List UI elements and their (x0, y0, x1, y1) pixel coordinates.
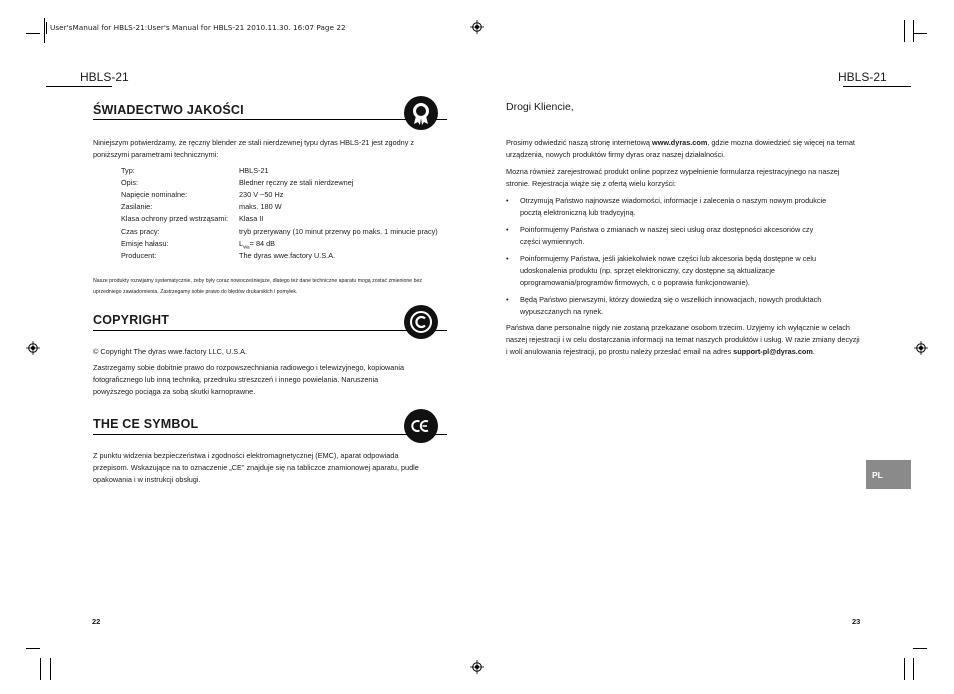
quality-section-title: ŚWIADECTWO JAKOŚCI (93, 103, 244, 117)
ce-mark-icon (404, 409, 438, 443)
registration-mark-icon (470, 660, 484, 674)
spec-value: The dyras wwe.factory U.S.A. (239, 251, 336, 260)
spec-key: Czas pracy: (121, 227, 160, 236)
intro-text-rest: , gdzie mozna dowiedzieć się więcej na temat urządzenia, nowych produktów firmy dyras oraz naszej działalności. (506, 138, 855, 159)
spec-key: Klasa ochrony przed wstrząsami: (121, 214, 229, 223)
copyright-title-rule (93, 330, 447, 331)
noise-subscript: Wa (243, 244, 250, 250)
intro-paragraph (506, 137, 858, 161)
registration-paragraph: Mozna również zarejestrować produkt online poprzez wypełnienie formularza rejestracyjnego na naszej stronie. Rejestracja wiąże się z ofertą wielu korzyści: (506, 167, 840, 188)
spec-value: HBLS-21 (239, 166, 269, 175)
model-label-right: HBLS-21 (838, 70, 887, 84)
spec-key: Producent: (121, 251, 157, 260)
crop-mark (904, 20, 905, 42)
crop-mark (904, 658, 905, 680)
privacy-text: Państwa dane personalne nigdy nie zostaną przekazane osobom trzecim. Uzyjemy ich wyłącznie w celach naszej rejestracji i w celu dostarczania informacji na temat naszych produktów i usług. W razie zmiany decyzji i woli anulowania rejestracji, po prostu należy przesłać email na adres (506, 323, 860, 356)
ce-section-title: THE CE SYMBOL (93, 417, 199, 431)
language-tab: PL (866, 460, 911, 489)
quality-note: Nasze produkty rozwijamy systematycznie, żeby były coraz nowocześniejsze, dlatego też dane techniczne aparatu mogą zostać zmienione bez uprzedniego zawiadomienia. Zastrzegamy sobie prawo do błędów drukarskich i pomyłek. (93, 278, 422, 295)
quality-intro: Niniejszym potwierdzamy, że ręczny blender ze stali nierdzewnej typu dyras HBLS-21 jest zgodny z poniższymi parametrami technicznymi: (93, 138, 415, 159)
privacy-text-end: . (812, 347, 815, 356)
ce-text: Z punktu widzenia bezpieczeństwa i zgodności elektromagnetycznej (EMC), aparat odpowiada przepisom. Wskazujące na to oznaczenie „CE" znajduje się na tabliczce znamionowej aparatu, pudle opakowania i w instrukcji obsługi. (93, 451, 419, 484)
registration-mark-icon (470, 20, 484, 34)
intro-text: Prosimy odwiedzić naszą stronę internetową (506, 138, 653, 147)
crop-mark (44, 18, 45, 43)
noise-symbol: L (239, 239, 244, 248)
support-email-link[interactable]: support-pl@dyras.com (733, 347, 813, 356)
crop-mark (913, 33, 927, 34)
crop-mark (40, 658, 41, 680)
award-rosette-icon (404, 96, 438, 130)
model-label-left: HBLS-21 (80, 70, 129, 84)
bullet-marker: • (506, 295, 509, 304)
bullet-marker: • (506, 254, 509, 263)
header-rule-right (843, 86, 911, 87)
page-number-left: 22 (92, 617, 101, 626)
spec-key: Emisje hałasu: (121, 239, 169, 248)
spec-key: Zasilanie: (121, 202, 153, 211)
copyright-text: Zastrzegamy sobie dobitnie prawo do rozpowszechniania radiowego i telewizyjnego, kopiowania fotograficznego lub inną techniką, przedruku streszczeń i innego powielania. Naruszenia powyższego pociąga za sobą skutki karnoprawne. (93, 363, 405, 396)
registration-mark-icon (26, 341, 40, 355)
list-item: Poinformujemy Państwa o zmianach w naszej sieci usług oraz dostępności akcesoriów czy części wymiennych. (520, 225, 814, 246)
website-link[interactable]: www.dyras.com (652, 138, 708, 147)
list-item: Otrzymują Państwo najnowsze wiadomości, informacje i zalecenia o naszym nowym produkcie pocztą elektroniczną lub tradycyjną. (520, 196, 827, 217)
copyright-icon (404, 305, 438, 339)
spec-value: tryb przerywany (10 minut przerwy po maks. 1 minucie pracy) (239, 227, 438, 236)
quality-title-rule (93, 119, 447, 120)
ce-title-rule (93, 434, 447, 435)
spec-value: maks. 180 W (239, 202, 282, 211)
bullet-marker: • (506, 225, 509, 234)
crop-mark (26, 648, 40, 649)
list-item: Będą Państwo pierwszymi, którzy dowiedzą się o wszelkich innowacjach, nowych produktach wypuszczanych na rynek. (520, 295, 822, 316)
spec-value: 230 V ~50 Hz (239, 190, 284, 199)
header-rule-left (46, 86, 112, 87)
crop-mark (26, 33, 40, 34)
crop-mark (913, 20, 914, 42)
copyright-line: © Copyright The dyras wwe.factory LLC, U.S.A. (93, 347, 248, 356)
crop-mark (913, 648, 927, 649)
noise-value: = 84 dB (249, 239, 276, 248)
spec-key: Typ: (121, 166, 135, 175)
spec-key: Opis: (121, 178, 139, 187)
crop-mark (913, 658, 914, 680)
spec-key: Napięcie nominalne: (121, 190, 188, 199)
bullet-marker: • (506, 196, 509, 205)
registration-mark-icon (914, 341, 928, 355)
copyright-section-title: COPYRIGHT (93, 313, 170, 327)
print-header: User'sManual for HBLS-21:User's Manual for HBLS-21 2010.11.30. 16:07 Page 22 (46, 22, 420, 34)
list-item: Poinformujemy Państwa, jeśli jakiekolwiek nowe części lub akcesoria będą dostępne w celu udoskonalenia produktu (np. sprzęt elektroniczny, czy dostępne są aktualizacje oprogramowania/programów firmowych, c o poprawia funkcjonowanie). (520, 254, 817, 287)
spec-value: Klasa II (239, 214, 264, 223)
crop-mark (50, 658, 51, 680)
spec-value: Bledner ręczny ze stali nierdzewnej (239, 178, 354, 187)
privacy-paragraph (506, 322, 862, 358)
page-number-right: 23 (852, 617, 861, 626)
greeting: Drogi Kliencie, (506, 101, 574, 113)
